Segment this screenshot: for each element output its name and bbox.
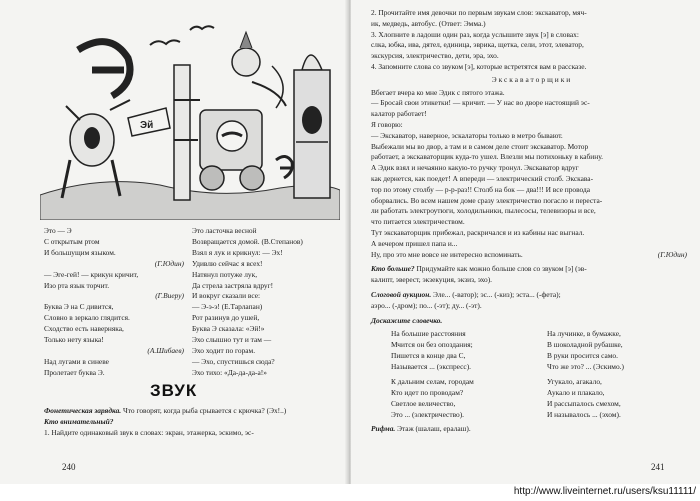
poem-column-left [44, 226, 184, 379]
story-line: как дернется, как поедет! А впереди — электрический столб. Экскава- [371, 173, 594, 183]
riddle-line: Аукало и плакало, [547, 387, 605, 397]
poem-attribution: (А.Шибаев) [147, 345, 184, 355]
poem-line: Изо рта язык торчит. [44, 280, 110, 290]
phonetic-warmup-label: Фонетическая зарядка. [44, 406, 122, 415]
story-line: оборвались. Во всем нашем доме сразу электричество погасло и переста- [371, 195, 603, 205]
auction-text: Эле... (-ватор); эс... (-киз); эста... (-фета); [431, 289, 561, 299]
section-heading: ЗВУК [150, 381, 198, 400]
story-title: Экскаваторщики [491, 74, 573, 84]
poem-line: Сходство есть наверняка, [44, 324, 124, 334]
story-line: Ну, про это мне вовсе не интересно вспоминать. [371, 249, 523, 259]
illustration-banner-text: Эй [140, 120, 154, 131]
riddle-line: К дальним селам, городам [391, 377, 474, 386]
task-1: 1. Найдите одинаковый звук в словах: экран, этажерка, эскимо, эс- [44, 427, 254, 437]
story-line: работает, а экскаваторщик куда-то ушел. Влезли мы потихоньку в кабину. [371, 152, 604, 162]
task-line: слка, юбка, ива, дятел, единица, эврика, щетка, сели, этот, элеватор, [371, 40, 584, 50]
poem-line: Это ласточка весной [192, 226, 257, 235]
riddle-line: Называется ... (экспресс). [391, 361, 471, 371]
task-line: экскурсия, электричество, дети, эра, эхо. [371, 51, 499, 61]
story-line: А вечером пришел папа и... [371, 238, 458, 248]
story-line: Вбегает вчера ко мне Эдик с пятого этажа. [371, 87, 505, 97]
phonetic-warmup-text: Что говорят, когда рыба срывается с крючка? (Эх!..) [121, 406, 287, 415]
story-line: А Эдик взял и нечаянно какую-то ручку тронул. Экскаватор вдруг [371, 163, 579, 173]
right-page [351, 0, 700, 484]
left-body-text [44, 406, 342, 438]
rhyme-text: Этаж (шалаш, ералаш). [395, 424, 471, 433]
auction-label: Слоговой аукцион. [371, 289, 432, 299]
page-number-left: 240 [62, 462, 76, 472]
rhyme-block [371, 424, 693, 435]
poem-line: — Эге-гей! — крикун кричит, [44, 269, 139, 279]
poem-column-right [192, 226, 342, 379]
poem-line: Это — Э [44, 226, 72, 235]
poem-line: Эхо ходит по горам. [192, 345, 256, 355]
poem-attribution: (Г.Виеру) [155, 291, 184, 301]
story-attribution: (Г.Юдин) [657, 249, 687, 259]
story-line: — Экскаватор, наверное, эскалаторы только в метро бывают. [371, 130, 563, 140]
right-body-text [371, 8, 693, 326]
riddle-line: И называлось ... (эхом). [547, 409, 621, 419]
story-line: тор по этому столбу — р-р-раз!! Столб на бок — два!!! И все провода [371, 184, 591, 194]
finish-word-label: Доскажите словечко. [371, 315, 443, 325]
poem-attribution: (Г.Юдин) [154, 258, 184, 268]
riddle-b [547, 329, 697, 373]
riddle-line: Угукало, агакало, [547, 377, 602, 386]
story-line: — Бросай свои этикетки! — кричит. — У нас во дворе настоящий эс- [371, 98, 590, 108]
riddle-line: На лучинке, в бумажке, [547, 329, 621, 338]
poem-line: Словно в зеркало глядится. [44, 313, 130, 323]
story-line: что питается электричеством. [371, 217, 465, 227]
who-more-label: Кто больше? [371, 264, 415, 274]
riddle-line: Кто идет по проводам? [391, 387, 464, 397]
cartoon-illustration [40, 10, 340, 220]
poem-line: Натянул потуже лук, [192, 269, 258, 279]
story-line: калатор работает! [371, 109, 427, 119]
poem-line: Буква Э на С дивится, [44, 302, 114, 312]
story-line: ли работать электроутюги, холодильники, пылесосы, телевизоры и все, [371, 206, 596, 216]
poem-line: — Э-э-э! (Е.Тарлапан) [192, 302, 263, 312]
riddle-line: Пишется в конце два С, [391, 350, 466, 360]
task-line: 3. Хлопните в ладоши один раз, когда услышите звук [э] в словах: [371, 29, 579, 39]
riddle-line: Светлое величество, [391, 398, 456, 408]
task-line: 4. Запомните слова со звуком [э], которые встретятся вам в рассказе. [371, 61, 587, 71]
poem-line: Взял я лук и крикнул: — Эх! [192, 247, 283, 257]
riddle-line: И рассыпалось смехом, [547, 398, 621, 408]
poem-line: Эхо слышно тут и там — [192, 335, 272, 345]
who-more-text: Придумайте как можно больше слов со звуком [э] (эв- [414, 264, 587, 274]
who-more-text-2: калипт, эверест, экзекуция, экзиз, эхо). [371, 275, 493, 285]
poem-line: И вокруг сказали все: [192, 291, 261, 301]
riddle-line: В шоколадной рубашке, [547, 339, 623, 349]
auction-text-2: аэро... (-дром); по... (-эт); ду... (-эт). [371, 300, 482, 310]
poem-line: И большущим языком. [44, 247, 116, 257]
poem-line: Пролетает буква Э. [44, 367, 105, 377]
riddle-line: В руки просится само. [547, 350, 618, 360]
story-line: Тут экскаваторщик прибежал, раскричался и из кабины нас выгнал. [371, 227, 585, 237]
attentive-label: Кто внимательный? [44, 416, 114, 426]
poem-line: Буква Э сказала: «Эй!» [192, 324, 265, 334]
poem-line: Только нету языка! [44, 335, 104, 345]
poem-line: Удивлю сейчас я всех! [192, 258, 263, 268]
rhyme-label: Рифма. [371, 424, 396, 433]
poem-line: Возвращается домой. (В.Степанов) [192, 236, 303, 246]
riddle-d [547, 377, 697, 421]
poem-line: Да стрела застряла вдруг! [192, 280, 274, 290]
story-line: Я говорю: [371, 119, 403, 129]
poem-line: — Эхо, спустишься сюда? [192, 356, 275, 366]
story-line: Выбежали мы во двор, а там и в самом деле стоит экскаватор. Мотор [371, 141, 589, 151]
riddle-line: Мчится он без опоздания; [391, 339, 473, 349]
task-line: ик, медведь, автобус. (Ответ: Эмма.) [371, 18, 486, 28]
poem-line: Над лугами в синеве [44, 356, 109, 366]
riddle-line: Это ... (электричество). [391, 409, 465, 419]
poem-line: С открытым ртом [44, 236, 100, 246]
watermark-link[interactable]: http://www.liveinternet.ru/users/ksu11111/ [513, 486, 696, 497]
poem-line: Эхо тихо: «Да-да-да-а!» [192, 367, 267, 377]
riddle-line: Что же это? ... (Эскимо.) [547, 361, 624, 371]
riddle-c [391, 377, 541, 421]
page-number-right: 241 [651, 462, 665, 472]
riddle-a [391, 329, 541, 373]
task-line: 2. Прочитайте имя девочки по первым звукам слов: экскаватор, мяч- [371, 8, 587, 17]
poem-line: Рот разинув до ушей, [192, 313, 260, 323]
riddle-line: На большие расстояния [391, 329, 466, 338]
left-page [0, 0, 348, 484]
